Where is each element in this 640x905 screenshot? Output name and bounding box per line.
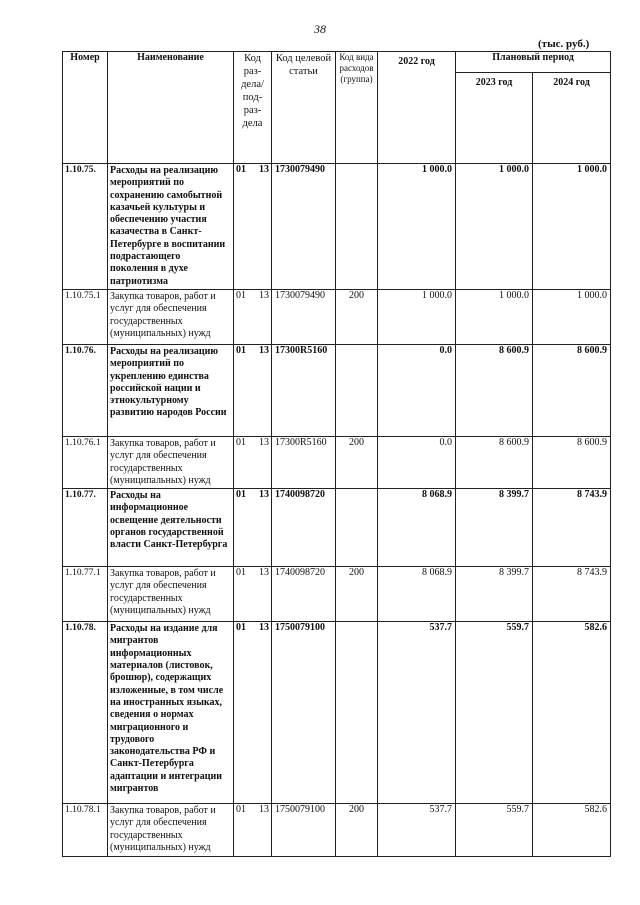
header-plan-period: Плановый период	[456, 52, 611, 73]
table-row	[63, 567, 611, 622]
header-2023: 2023 год	[456, 73, 533, 164]
row-2022: 0.0	[378, 344, 456, 436]
row-2022: 1 000.0	[378, 164, 456, 290]
row-target-code: 1750079100	[272, 804, 336, 857]
row-number: 1.10.78.1	[63, 804, 108, 857]
row-name: Закупка товаров, работ и услуг для обеспечения государственных (муниципальных) нужд	[108, 436, 234, 488]
row-section: 01	[234, 344, 256, 436]
row-subsection: 13	[256, 622, 272, 804]
row-number: 1.10.76.	[63, 344, 108, 436]
row-number: 1.10.75.1	[63, 289, 108, 344]
table-row	[63, 489, 611, 567]
row-2023: 559.7	[456, 622, 533, 804]
row-2024: 582.6	[533, 804, 611, 857]
row-name: Расходы на издание для мигрантов информационных материалов (листовок, брошюр), содержащих изложенные, в том числе на иностранных языках, сведения о нормах миграционного и трудового законодательства РФ и Санкт-Петербурга адаптации и интеграции мигрантов	[108, 622, 234, 804]
row-2023: 8 600.9	[456, 344, 533, 436]
row-subsection: 13	[256, 804, 272, 857]
header-number: Номер	[63, 52, 108, 164]
row-expense-type	[336, 622, 378, 804]
row-target-code: 1740098720	[272, 567, 336, 622]
row-name: Расходы на информационное освещение деятельности органов государственной власти Санкт-Петербурга	[108, 489, 234, 567]
row-2022: 537.7	[378, 622, 456, 804]
row-section: 01	[234, 436, 256, 488]
row-number: 1.10.75.	[63, 164, 108, 290]
row-subsection: 13	[256, 489, 272, 567]
units-label: (тыс. руб.)	[538, 38, 590, 50]
row-2024: 8 743.9	[533, 567, 611, 622]
row-number: 1.10.77.1	[63, 567, 108, 622]
row-number: 1.10.78.	[63, 622, 108, 804]
header-expense-type: Код вида расходов (группа)	[336, 52, 378, 164]
header-2024: 2024 год	[533, 73, 611, 164]
row-expense-type: 200	[336, 436, 378, 488]
row-2023: 1 000.0	[456, 289, 533, 344]
row-2024: 8 743.9	[533, 489, 611, 567]
row-2024: 1 000.0	[533, 164, 611, 290]
table-row	[63, 164, 611, 290]
row-target-code: 17300R5160	[272, 436, 336, 488]
row-number: 1.10.77.	[63, 489, 108, 567]
row-2022: 8 068.9	[378, 567, 456, 622]
row-2022: 0.0	[378, 436, 456, 488]
table-row	[63, 804, 611, 857]
row-target-code: 1730079490	[272, 289, 336, 344]
row-name: Расходы на реализацию мероприятий по сохранению самобытной казачьей культуры и обеспечению участия казачества в Санкт-Петербурге в воспитании подрастающего поколения в духе патриотизма	[108, 164, 234, 290]
row-2023: 8 399.7	[456, 567, 533, 622]
row-section: 01	[234, 289, 256, 344]
row-expense-type	[336, 164, 378, 290]
row-name: Закупка товаров, работ и услуг для обеспечения государственных (муниципальных) нужд	[108, 289, 234, 344]
row-2023: 8 600.9	[456, 436, 533, 488]
row-target-code: 1740098720	[272, 489, 336, 567]
row-2023: 559.7	[456, 804, 533, 857]
row-2022: 8 068.9	[378, 489, 456, 567]
row-2024: 1 000.0	[533, 289, 611, 344]
row-subsection: 13	[256, 344, 272, 436]
header-section: Код раз-дела/ под-раз-дела	[234, 52, 272, 164]
row-subsection: 13	[256, 567, 272, 622]
row-section: 01	[234, 164, 256, 290]
row-target-code: 1730079490	[272, 164, 336, 290]
row-2024: 8 600.9	[533, 436, 611, 488]
row-number: 1.10.76.1	[63, 436, 108, 488]
table-row	[63, 344, 611, 436]
table-row	[63, 622, 611, 804]
header-target: Код целевой статьи	[272, 52, 336, 164]
row-expense-type	[336, 344, 378, 436]
row-subsection: 13	[256, 436, 272, 488]
row-2022: 1 000.0	[378, 289, 456, 344]
table-row	[63, 436, 611, 488]
row-subsection: 13	[256, 289, 272, 344]
header-2022: 2022 год	[378, 52, 456, 164]
row-2022: 537.7	[378, 804, 456, 857]
row-section: 01	[234, 804, 256, 857]
row-2024: 8 600.9	[533, 344, 611, 436]
row-target-code: 1750079100	[272, 622, 336, 804]
row-section: 01	[234, 489, 256, 567]
row-section: 01	[234, 622, 256, 804]
page-number: 38	[314, 22, 326, 36]
row-name: Закупка товаров, работ и услуг для обеспечения государственных (муниципальных) нужд	[108, 804, 234, 857]
table-row	[63, 289, 611, 344]
row-2024: 582.6	[533, 622, 611, 804]
row-expense-type	[336, 489, 378, 567]
row-2023: 8 399.7	[456, 489, 533, 567]
row-expense-type: 200	[336, 567, 378, 622]
row-section: 01	[234, 567, 256, 622]
header-name: Наименование	[108, 52, 234, 164]
row-target-code: 17300R5160	[272, 344, 336, 436]
row-2023: 1 000.0	[456, 164, 533, 290]
row-name: Расходы на реализацию мероприятий по укреплению единства российской нации и этнокультурному развитию народов России	[108, 344, 234, 436]
row-expense-type: 200	[336, 804, 378, 857]
row-subsection: 13	[256, 164, 272, 290]
budget-table	[62, 51, 611, 857]
row-name: Закупка товаров, работ и услуг для обеспечения государственных (муниципальных) нужд	[108, 567, 234, 622]
row-expense-type: 200	[336, 289, 378, 344]
